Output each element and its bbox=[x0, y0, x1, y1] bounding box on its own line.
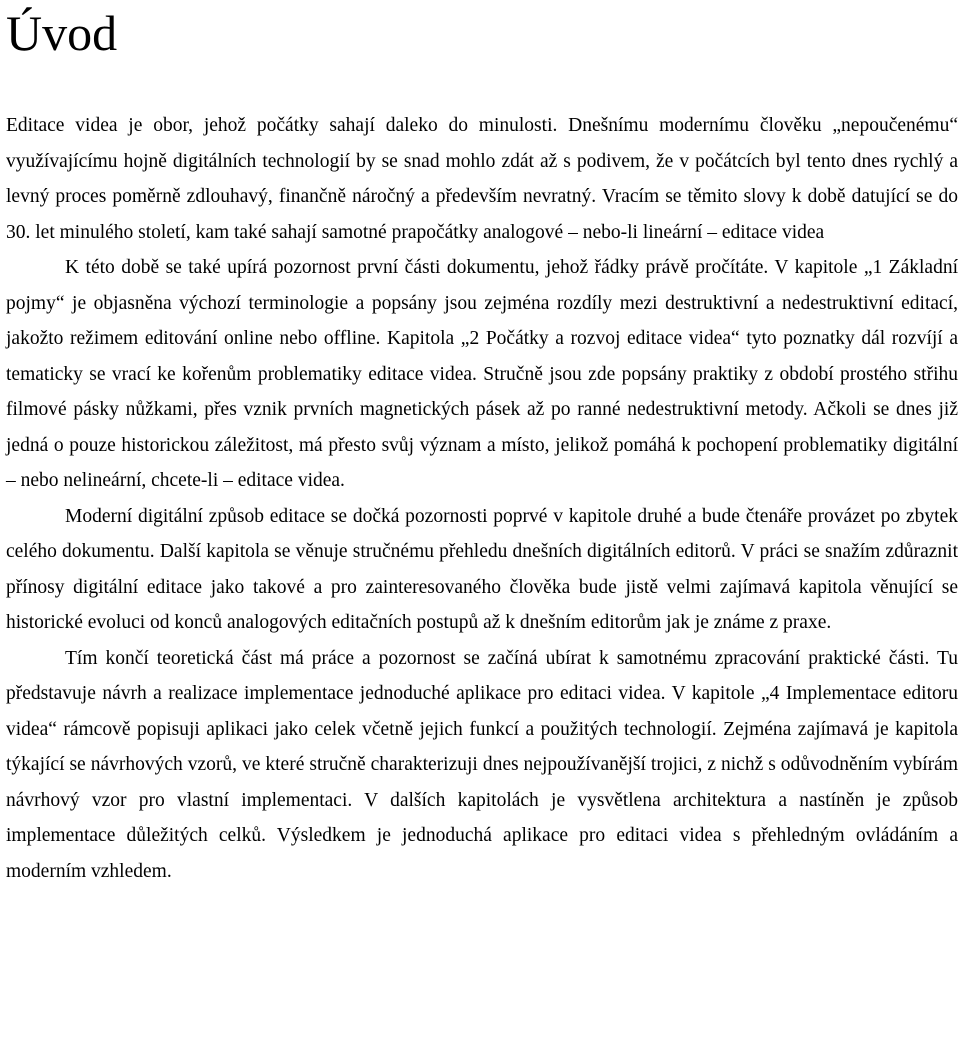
paragraph-chapters-overview: K této době se také upírá pozornost první části dokumentu, jehož řádky právě pročítáte. V kapitole „1 Základní pojmy“ je objasněna výchozí terminologie a popsány jsou zejména rozdíly mezi destruktivní a nedestruktivní editací, jakožto režimem editování online nebo offline. Kapitola „2 Počátky a rozvoj editace videa“ tyto poznatky dál rozvíjí a tematicky se vrací ke kořenům problematiky editace videa. Stručně jsou zde popsány praktiky z období prostého střihu filmové pásky nůžkami, přes vznik prvních magnetických pásek až po ranné nedestruktivní metody. Ačkoli se dnes již jedná o pouze historickou záležitost, má přesto svůj význam a místo, jelikož pomáhá k pochopení problematiky digitální – nebo nelineární, chcete-li – editace videa. bbox=[6, 257, 958, 491]
document-page bbox=[6, 0, 958, 889]
page-title: Úvod bbox=[6, 5, 118, 61]
paragraph-digital-editing: Moderní digitální způsob editace se dočká pozornosti poprvé v kapitole druhé a bude čtenáře provázet po zbytek celého dokumentu. Další kapitola se věnuje stručnému přehledu dnešních digitálních editorů. V práci se snažím zdůraznit přínosy digitální editace jako takové a pro zainteresovaného člověka bude jistě velmi zajímavá kapitola věnující se historické evoluci od konců analogových editačních postupů až k dnešním editorům jak je známe z praxe. bbox=[6, 505, 958, 633]
paragraph-intro: Editace videa je obor, jehož počátky sahají daleko do minulosti. Dnešnímu modernímu člověku „nepoučenému“ využívajícímu hojně digitálních technologií by se snad mohlo zdát až s podivem, že v počátcích byl tento dnes rychlý a levný proces poměrně zdlouhavý, finančně náročný a především nevratný. Vracím se těmito slovy k době datující se do 30. let minulého století, kam také sahají samotné prapočátky analogové – nebo-li lineární – editace videa bbox=[6, 115, 958, 243]
paragraph-practical-part: Tím končí teoretická část má práce a pozornost se začíná ubírat k samotnému zpracování praktické části. Tu představuje návrh a realizace implementace jednoduché aplikace pro editaci videa. V kapitole „4 Implementace editoru videa“ rámcově popisuji aplikaci jako celek včetně jejich funkcí a použitých technologií. Zejména zajímavá je kapitola týkající se návrhových vzorů, ve které stručně charakterizuji dnes nejpoužívanější trojici, z nichž s odůvodněním vybírám návrhový vzor pro vlastní implementaci. V dalších kapitolách je vysvětlena architektura a nastíněn je způsob implementace důležitých celků. Výsledkem je jednoduchá aplikace pro editaci videa s přehledným ovládáním a moderním vzhledem. bbox=[6, 647, 958, 882]
